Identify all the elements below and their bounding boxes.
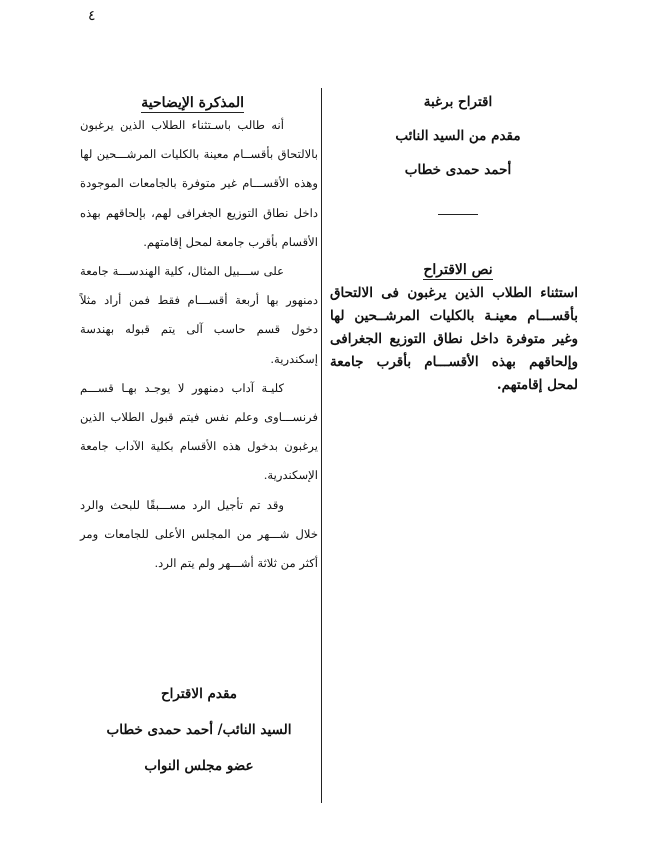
proposal-text: استثناء الطلاب الذين يرغبون فى الالتحاق بأقســـام معينـة بالكليات المرشــحين لها وغير متوفرة داخل نطاق التوزيع الجغرافى وإلحاقهم بهذه الأقســـام بأقرب جامعة لمحل إقامتهم.: [330, 285, 578, 393]
header-line-proposal-type: اقتراح برغبة: [423, 94, 493, 110]
signature-block: [80, 684, 318, 792]
proposal-title: نص الاقتراح: [423, 262, 493, 278]
memo-paragraph-1: أنه طالب باسـتثناء الطلاب الذين يرغبون بالالتحاق بأقســام معينة بالكليات المرشـــحين لها وهذه الأقســـام غير متوفرة بالجامعات الموجودة داخل نطاق التوزيع الجغرافى لهم، بإلحاقهم بهذه الأقسام بأقرب جامعة لمحل إقامتهم.: [80, 118, 318, 249]
signature-role: عضو مجلس النواب: [144, 758, 254, 774]
short-divider: [438, 214, 478, 215]
memo-title-wrap: [80, 92, 318, 113]
memo-paragraph-3: كليـة آداب دمنهور لا يوجـد بهـا قســـم فرنســـاوى وعلم نفس فيتم قبول الطلاب الذين يرغبون بدخول هذه الأقسام بكلية الآداب جامعة الإسكندرية.: [80, 380, 318, 483]
signature-title: مقدم الاقتراح: [160, 686, 238, 702]
signature-name: السيد النائب/ أحمد حمدى خطاب: [106, 722, 292, 738]
proposal-title-wrap: [330, 259, 586, 280]
memo-paragraph-2: على ســـبيل المثال، كلية الهندســـة جامعة دمنهور بها أربعة أقســـام فقط فمن أراد مثلاً دخول قسم حاسب آلى يتم قبوله بهندسة إسكندرية.: [80, 264, 318, 366]
memo-title: المذكرة الإيضاحية: [141, 95, 244, 111]
column-divider: [321, 88, 322, 803]
page-number: ٤: [88, 8, 96, 24]
memo-paragraph-4: وقد تم تأجيل الرد مســـبقًا للبحث والرد خلال شـــهر من المجلس الأعلى للجامعات ومر أكثر من ثلاثة أشـــهر ولم يتم الرد.: [80, 497, 318, 571]
proposal-column: [330, 92, 586, 411]
memo-column: [80, 92, 318, 578]
header-line-mp-name: أحمد حمدى خطاب: [404, 162, 512, 178]
header-line-submitted-by: مقدم من السيد النائب: [395, 128, 521, 144]
